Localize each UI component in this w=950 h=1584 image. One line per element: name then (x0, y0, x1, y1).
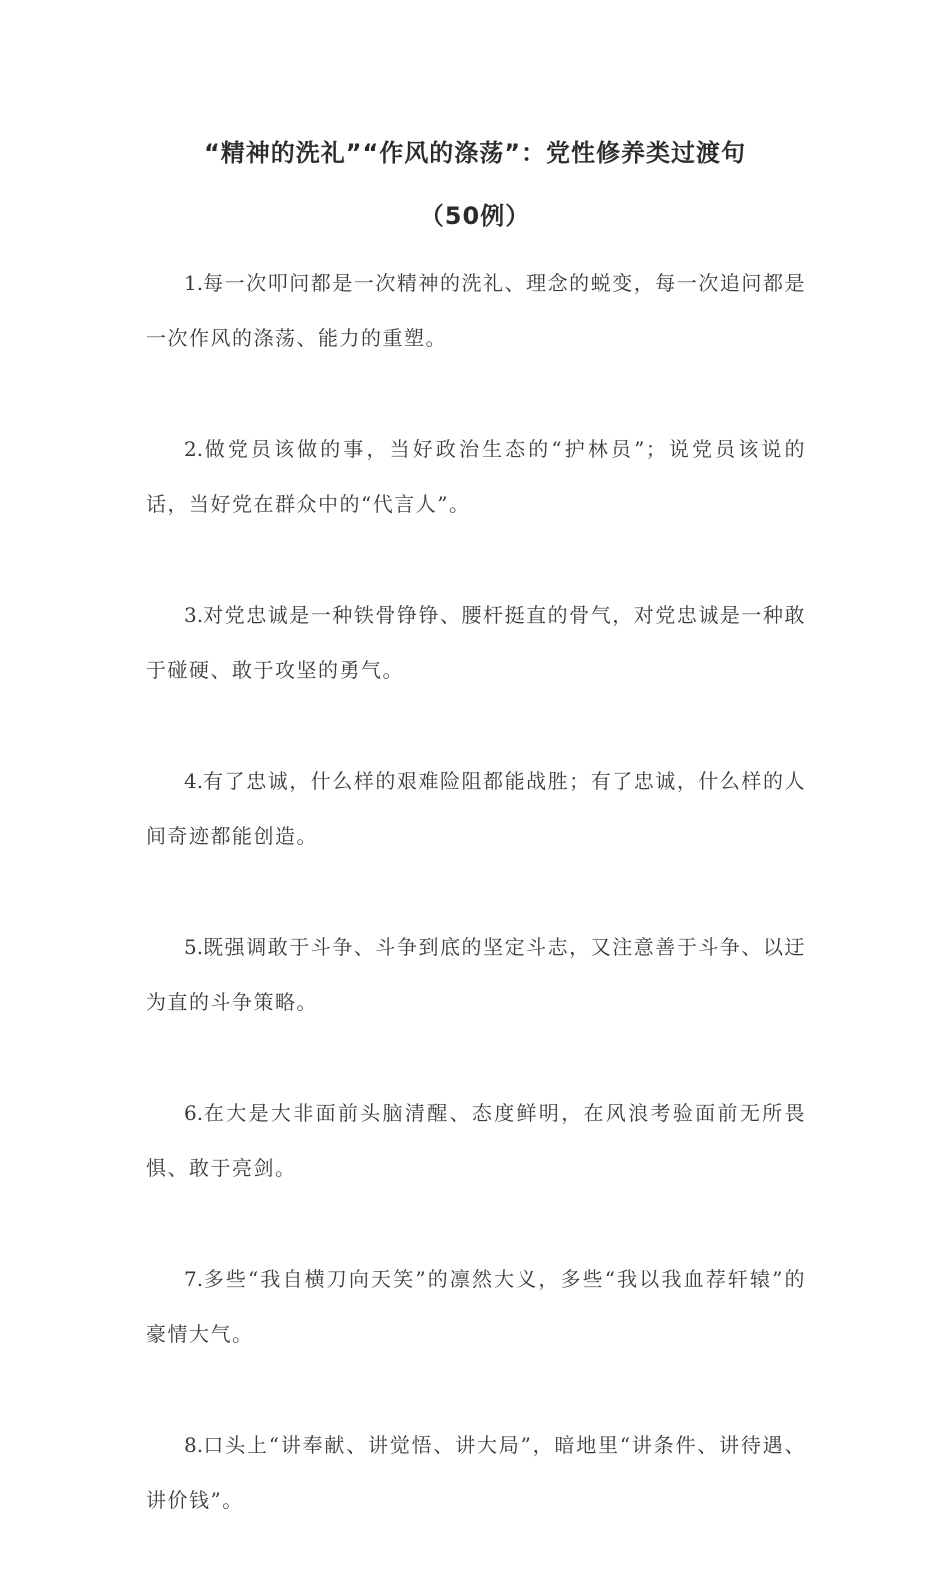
item-text: 对党忠诚是一种铁骨铮铮、腰杆挺直的骨气，对党忠诚是一种敢于碰硬、敢于攻坚的勇气。 (146, 603, 806, 682)
list-item (146, 256, 806, 366)
list-item (146, 588, 806, 698)
document-title: “精神的洗礼”“作风的涤荡”：党性修养类过渡句 (203, 139, 747, 167)
item-number: 6. (184, 1101, 204, 1125)
item-list (146, 256, 806, 1584)
item-number: 7. (184, 1267, 204, 1291)
item-number: 4. (184, 769, 204, 793)
list-item (146, 920, 806, 1030)
list-item (146, 1418, 806, 1528)
list-item (146, 754, 806, 864)
item-number: 5. (184, 935, 204, 959)
item-text: 每一次叩问都是一次精神的洗礼、理念的蜕变，每一次追问都是一次作风的涤荡、能力的重塑。 (146, 271, 806, 350)
item-number: 8. (184, 1433, 204, 1457)
item-text: 有了忠诚，什么样的艰难险阻都能战胜；有了忠诚，什么样的人间奇迹都能创造。 (146, 769, 806, 848)
item-number: 3. (184, 603, 204, 627)
list-item (146, 1252, 806, 1362)
document-subtitle: （50例） (419, 202, 531, 230)
item-text: 多些“我自横刀向天笑”的凛然大义，多些“我以我血荐轩辕”的豪情大气。 (146, 1267, 806, 1346)
item-number: 2. (184, 437, 204, 461)
list-item (146, 1086, 806, 1196)
item-text: 口头上“讲奉献、讲觉悟、讲大局”，暗地里“讲条件、讲待遇、讲价钱”。 (146, 1433, 806, 1512)
item-text: 既强调敢于斗争、斗争到底的坚定斗志，又注意善于斗争、以迂为直的斗争策略。 (146, 935, 806, 1014)
item-text: 做党员该做的事，当好政治生态的“护林员”；说党员该说的话，当好党在群众中的“代言人”。 (146, 437, 806, 516)
list-item (146, 422, 806, 532)
item-text: 在大是大非面前头脑清醒、态度鲜明，在风浪考验面前无所畏惧、敢于亮剑。 (146, 1101, 806, 1180)
item-number: 1. (184, 271, 204, 295)
